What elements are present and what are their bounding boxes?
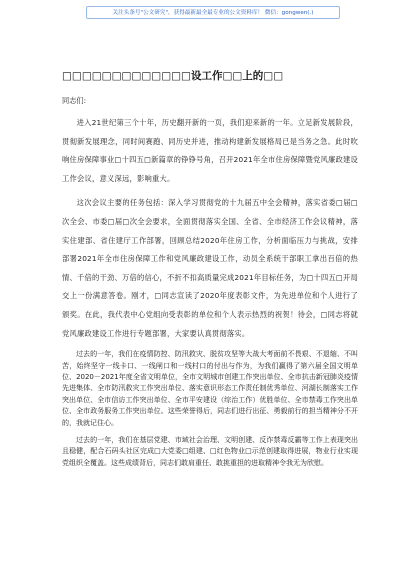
paragraph: 进入21世纪第三个十年，历史翻开新的一页，我们迎来新的一年。立足新发展阶段，贯彻新发展理念，同时间赛跑、同历史并进，推动构建新发展格局已是当务之急。此时吹响住房保障事业□十四五□新篇章的铮铮号角，召开2021年全市住房保障暨党风廉政建设工作会议，意义深远，影响重大。 (62, 118, 358, 183)
paragraph: 过去的一年，我们在疫情防控、防汛救灾、脱贫攻坚等大战大考面前不畏艰、不退缩、不叫苦，始终坚守一线卡口、一线闸口和一线村口的付出与作为，为我们赢得了第六届全国文明单位、2020－2021年度全省文明单位，全市文明城市创建工作突出单位、全市抗击新冠肺炎疫情先进集体、全市防汛救灾工作突出单位、落实意识形态工作责任制优秀单位、河湖长制落实工作突出单位、全市信访工作突出单位、全市平安建设（综治工作）优胜单位、全市禁毒工作突出单位、全市政务服务工作突出单位。这些荣誉得后，同志们进行出征、勇毅前行的担当精神分不开的，我就记住心。 (62, 350, 358, 427)
header-banner: 关注头条号"公文研究"，获得最新最全最专业的公文资料库！ 微信：gongwen(.) (86, 6, 340, 19)
paragraph: 这次会议主要的任务包括：深入学习贯彻党的十九届五中全会精神，落实省委□届□次全会、市委□届□次全会要求，全面贯彻落实全国、全省、全市经济工作会议精神，落实住建部、省住建厅工作部署，回顾总结2020年住房工作，分析面临压力与挑战，安排部署2021年全市住房保障工作和党风廉政建设工作，动员全系统干部职工拿出百倍的热情、千倍的干劲、万倍的信心，不折不扣高质量完成2021年目标任务，为□十四五□开局交上一份满意答卷。刚才，□同志宣读了2020年度表彰文件，为先进单位和个人进行了颁奖。在此，我代表中心党组向受表彰的单位和个人表示热烈的祝贺！待会，□同志将就党风廉政建设工作进行专题部署，大家要认真贯彻落实。 (62, 198, 358, 338)
salutation: 同志们: (62, 96, 86, 105)
paragraph: 过去的一年，我们在基层党建、市域社会治理、文明创建、反诈禁毒反霸等工作上表现突出且稳健，配合石码头社区完成□大党委□组建、□红色物业□示范创建取得进展，物业行业实现党组织全覆盖。这些成绩背后，同志们敢肩重任、敢挑重担的进取精神令我无为欣慰。 (62, 435, 358, 467)
document-title: □□□□□□□□□□□□□设工作□□上的□□ (62, 70, 284, 82)
document-body (62, 114, 358, 475)
